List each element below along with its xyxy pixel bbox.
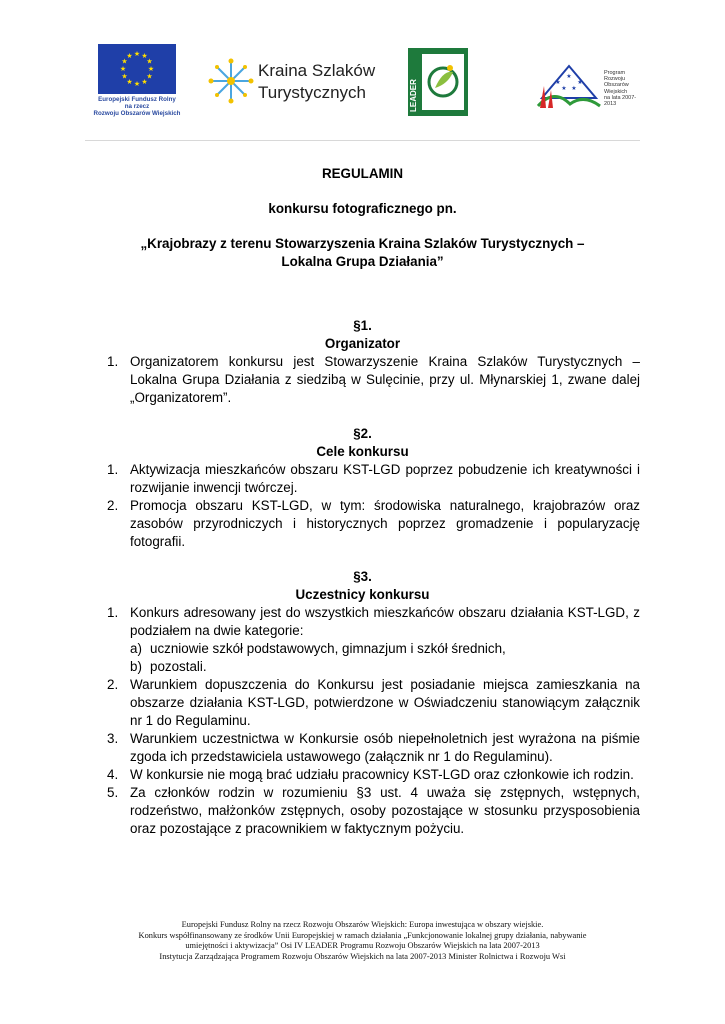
list-item [85, 676, 640, 730]
eu-flag-icon [98, 44, 176, 94]
sub-list-item [130, 640, 640, 658]
section-3-number: §3. [353, 569, 372, 584]
sub-item-letter: a) [130, 641, 142, 656]
svg-text:★: ★ [133, 50, 141, 58]
list-item [85, 604, 640, 676]
item-text: Warunkiem dopuszczenia do Konkursu jest posiadanie miejsca zamieszkania na obszarze działania KST-LGD, potwierdzone w Oświadczeniu stanowiącym załącznik nr 1 do Regulaminu. [130, 677, 640, 728]
svg-text:★: ★ [121, 72, 128, 81]
section-3-title: Uczestnicy konkursu [295, 587, 430, 602]
list-item [85, 784, 640, 838]
leader-emblem-icon [408, 48, 468, 116]
svg-text:★: ★ [119, 65, 127, 73]
item-number: 2. [107, 498, 119, 513]
item-text: Promocja obszaru KST-LGD, w tym: środowiska naturalnego, krajobrazów oraz zasobów przyrodniczych i historycznych poprzez gromadzenie i popularyzację fotografii. [130, 498, 640, 549]
footer-line4: Instytucja Zarządzająca Programem Rozwoju Obszarów Wiejskich na lata 2007-2013 Minister Rolnictwa i Rozwoju Wsi [159, 951, 566, 961]
item-text: Warunkiem uczestnictwa w Konkursie osób niepełnoletnich jest wyrażona na piśmie zgoda ich przedstawiciela ustawowego (załącznik nr 1 do Regulaminu). [130, 731, 640, 764]
eu-logo [92, 44, 182, 117]
svg-text:★: ★ [121, 57, 128, 66]
item-number: 5. [107, 785, 119, 800]
section-3-list [85, 604, 640, 838]
svg-text:★: ★ [555, 79, 561, 86]
footer-line2: Konkurs współfinansowany ze środków Unii Europejskiej w ramach działania „Funkcjonowanie lokalnej grupy działania, nabywanie [138, 930, 587, 940]
sub-item-text: uczniowie szkół podstawowych, gimnazjum i szkół średnich, [150, 641, 506, 656]
section-1-title: Organizator [324, 336, 401, 351]
item-number: 2. [107, 677, 119, 692]
prow-line5: na lata 2007-2013 [604, 94, 637, 108]
kst-logo-line1: Kraina Szlaków [258, 61, 376, 80]
category-sublist [130, 640, 640, 676]
item-number: 1. [107, 462, 119, 477]
list-item [85, 353, 640, 407]
prow-emblem-icon [534, 58, 604, 114]
kst-logo-line2: Turystycznych [258, 83, 367, 102]
eu-caption-line1: Europejski Fundusz Rolny [98, 96, 176, 103]
svg-text:★: ★ [146, 72, 153, 81]
svg-text:★: ★ [566, 73, 572, 80]
contest-name-line1: „Krajobrazy z terenu Stowarzyszenia Kraina Szlaków Turystycznych – [140, 236, 585, 251]
eu-caption-line3: Rozwoju Obszarów Wiejskich [93, 110, 181, 117]
section-2-title: Cele konkursu [316, 444, 409, 459]
svg-text:★: ★ [133, 80, 141, 88]
item-text: Organizatorem konkursu jest Stowarzyszenie Kraina Szlaków Turystycznych – Lokalna Grupa Działania z siedzibą w Sulęcinie, przy ul. Młynarskiej 1, zwane dalej „Organizatorem”. [130, 354, 640, 405]
section-2-list [85, 461, 640, 551]
item-text: Aktywizacja mieszkańców obszaru KST-LGD poprzez pobudzenie ich kreatywności i rozwijanie inwencji twórczej. [130, 462, 640, 495]
svg-text:★: ★ [561, 85, 567, 92]
leader-logo [408, 48, 468, 116]
footer-line1: Europejski Fundusz Rolny na rzecz Rozwoju Obszarów Wiejskich: Europa inwestująca w obszary wiejskie. [181, 920, 544, 929]
header-logos [0, 0, 725, 140]
eu-caption-line2: na rzecz [124, 103, 150, 110]
contest-name-line2: Lokalna Grupa Działania” [281, 254, 444, 269]
section-1-number: §1. [353, 318, 372, 333]
sub-item-letter: b) [130, 659, 142, 674]
item-text: Konkurs adresowany jest do wszystkich mieszkańców obszaru działania KST-LGD, z podziałem na dwie kategorie: [130, 605, 640, 638]
svg-text:★: ★ [147, 65, 155, 73]
svg-text:★: ★ [141, 78, 148, 86]
prow-line1: Program [604, 70, 626, 76]
svg-text:★: ★ [571, 85, 577, 92]
page-footer [80, 920, 645, 962]
list-item [85, 730, 640, 766]
svg-text:★: ★ [577, 79, 583, 86]
list-item [85, 461, 640, 497]
leader-text: LEADER [409, 79, 418, 112]
prow-line2: Rozwoju [604, 76, 626, 83]
prow-line4: Wiejskich [604, 88, 628, 95]
svg-text:★: ★ [126, 78, 133, 86]
item-number: 3. [107, 731, 119, 746]
header-divider [85, 140, 640, 141]
prow-line3: Obszarów [604, 82, 629, 89]
list-item [85, 497, 640, 551]
section-2-number: §2. [353, 426, 372, 441]
section-1-list [85, 353, 640, 407]
svg-text:★: ★ [146, 57, 153, 66]
document-subheading: konkursu fotograficznego pn. [268, 201, 457, 216]
footer-line3: umiejętności i aktywizacja” Osi IV LEADER Programu Rozwoju Obszarów Wiejskich na lata 2007-2013 [185, 941, 540, 951]
item-text: W konkursie nie mogą brać udziału pracownicy KST-LGD oraz członkowie ich rodzin. [130, 767, 634, 782]
svg-text:★: ★ [126, 52, 133, 60]
item-number: 4. [107, 767, 119, 782]
sub-item-text: pozostali. [150, 659, 207, 674]
item-number: 1. [107, 354, 119, 369]
list-item [85, 766, 640, 784]
kst-logo [206, 56, 376, 116]
item-text: Za członków rodzin w rozumieniu §3 ust. 4 uważa się zstępnych, wstępnych, rodzeństwo, małżonków zstępnych, osoby pozostające w stosunku przysposobienia oraz pozostające z pracownikiem w faktycznym pożyciu. [130, 785, 640, 836]
eu-stars-icon [98, 44, 176, 94]
document-heading: REGULAMIN [321, 166, 404, 181]
sub-list-item [130, 658, 640, 676]
kst-star-icon [206, 56, 256, 106]
item-number: 1. [107, 605, 119, 620]
prow-logo [534, 58, 644, 114]
svg-text:★: ★ [141, 52, 148, 60]
